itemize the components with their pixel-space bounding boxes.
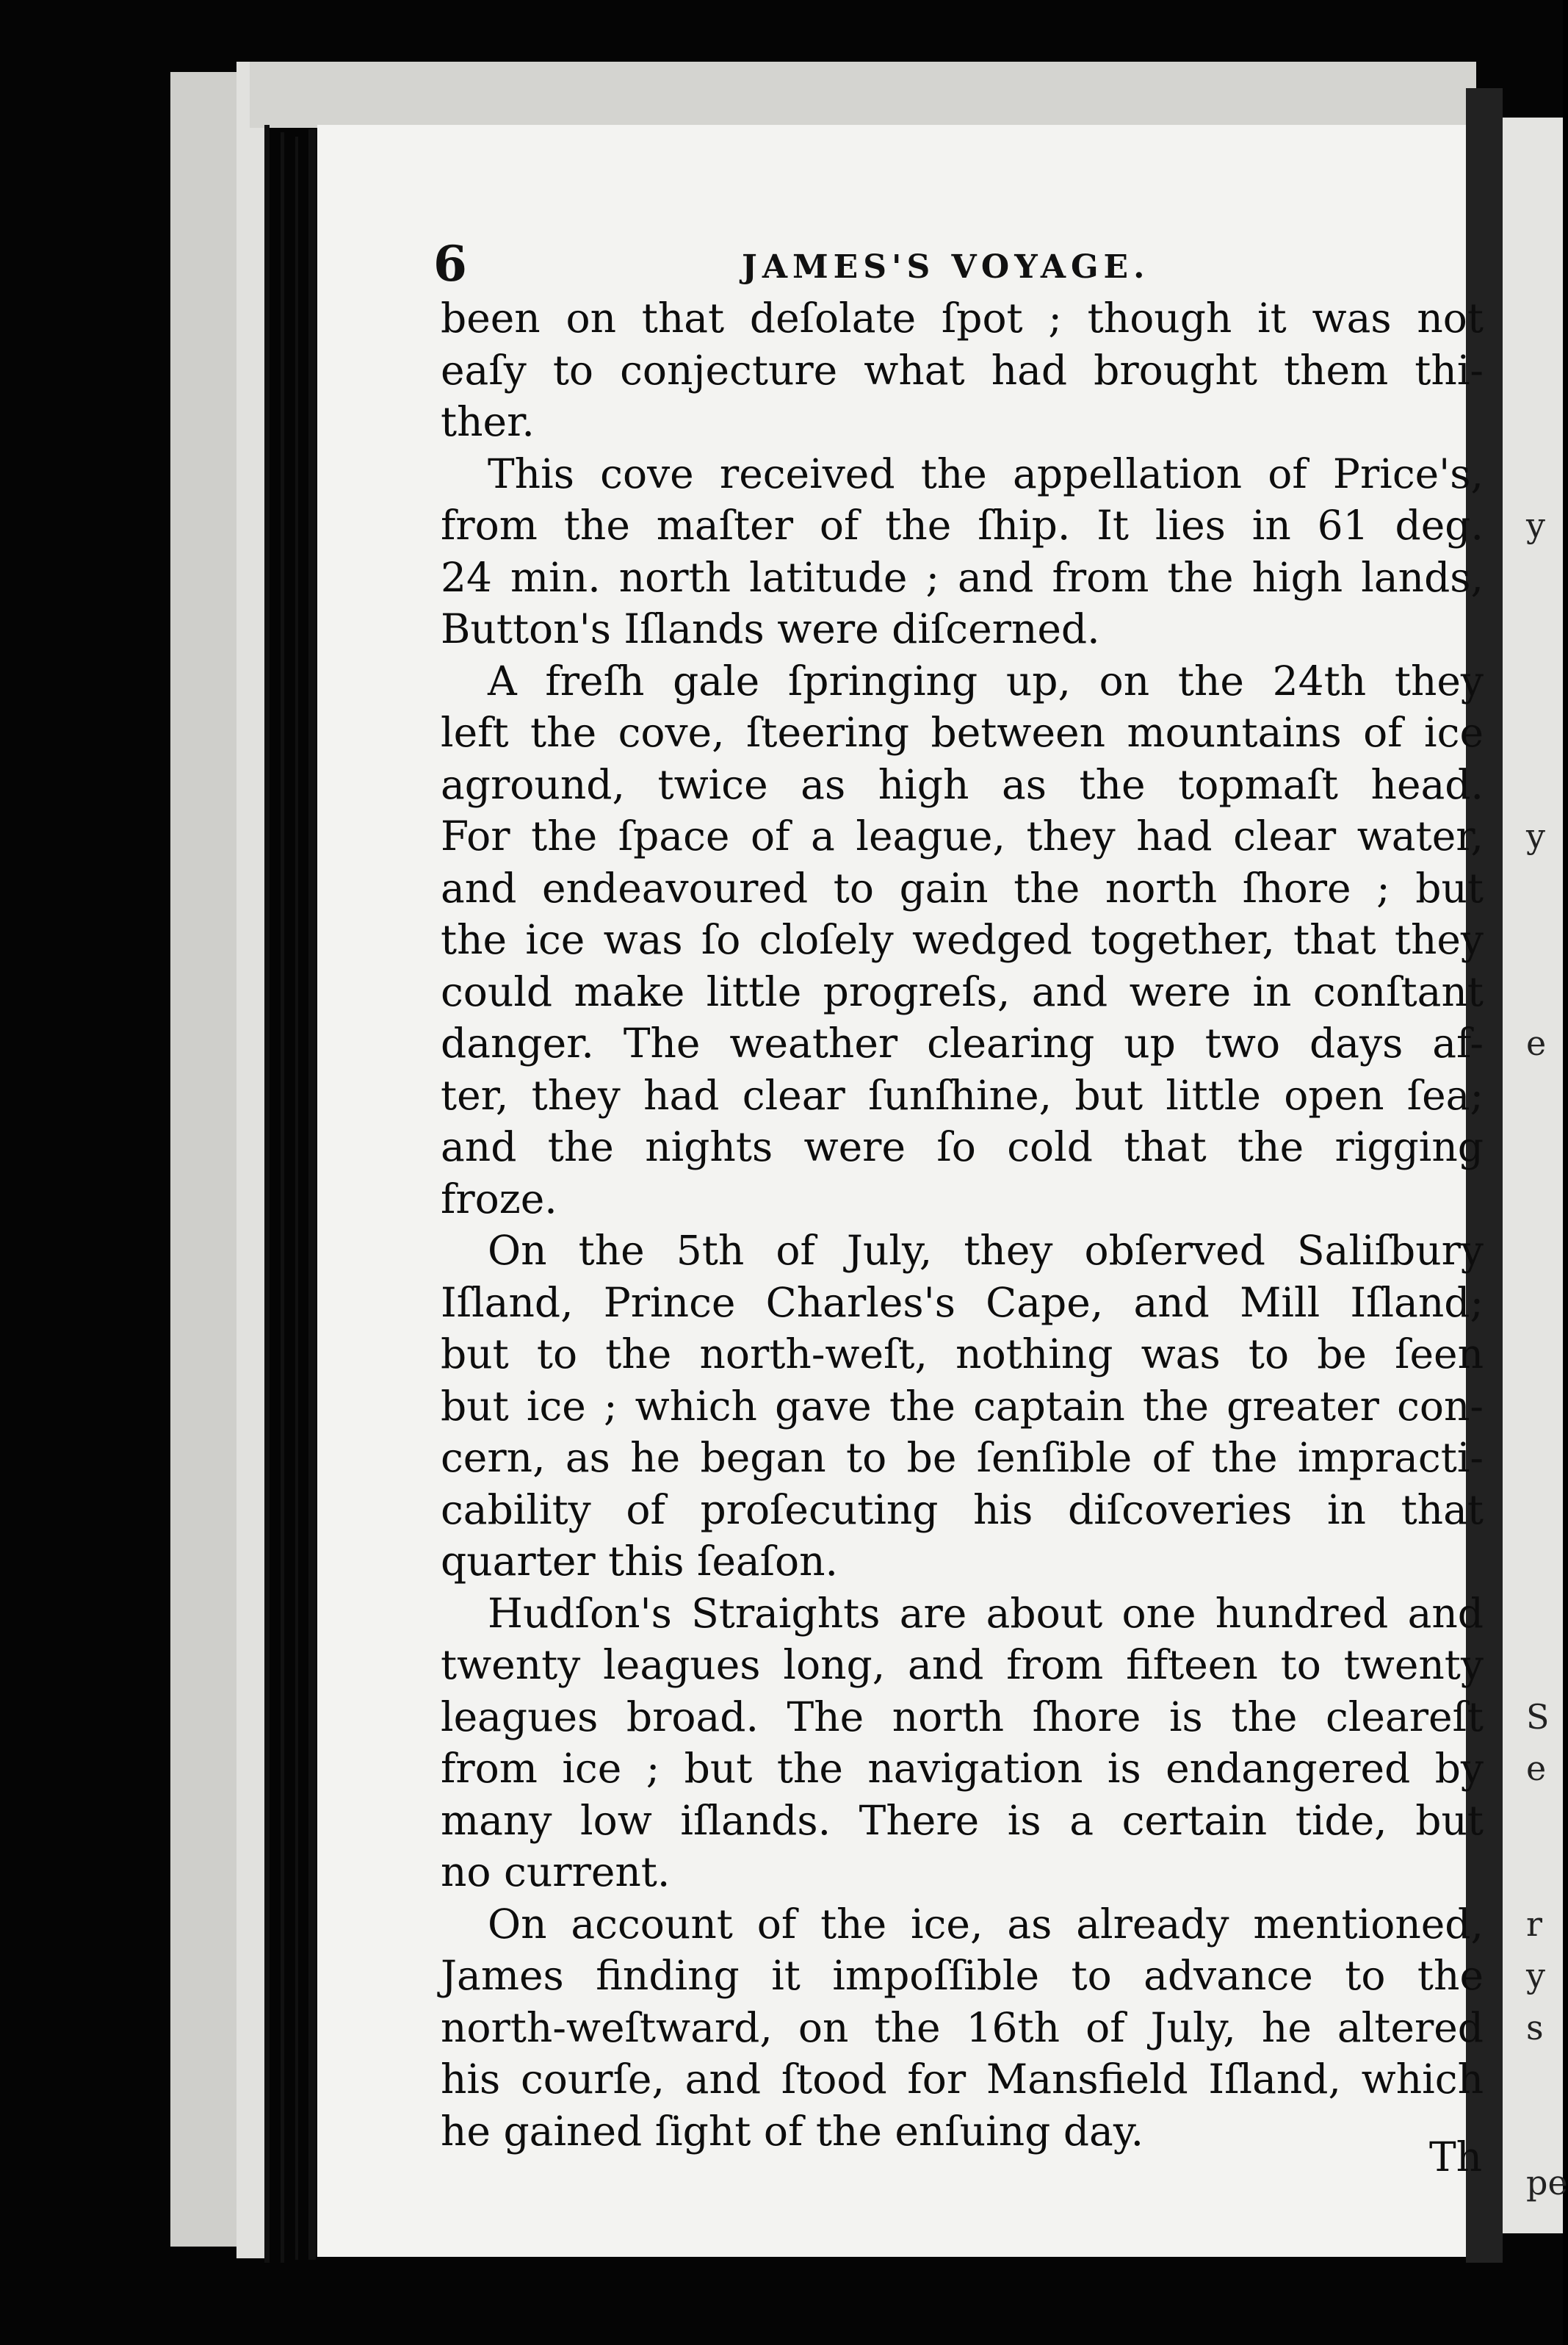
text-line: A freſh gale ſpringing up, on the 24th they [488,657,1484,705]
page-header [433,235,1476,301]
text-line: twenty leagues long, and from fifteen to twenty [441,1641,1484,1688]
facing-page-fragment [1526,759,1563,811]
text-line: from ice ; but the navigation is endangered by [441,1745,1484,1792]
text-line: 24 min. north latitude ; and from the high lands, [441,553,1484,601]
text-line: danger. The weather clearing up two days af- [441,1020,1484,1067]
facing-page-fragment [1526,2106,1563,2158]
text-line: ther. [441,398,535,445]
text-line: his courſe, and ſtood for Mansfield Iſland, which [441,2056,1484,2103]
text-line: cern, as he began to be ſenſible of the impracti- [441,1434,1484,1481]
facing-page-fragment [1526,1846,1563,1898]
facing-page-fragment: y [1526,816,1545,856]
top-page-margin [250,62,1476,128]
binding-line [264,125,270,2263]
facing-page-fragment [1526,966,1563,1018]
text-line: For the ſpace of a league, they had clear water, [441,813,1484,860]
text-line: he gained ſight of the enſuing day. [441,2107,1144,2155]
facing-page-fragment [1526,552,1563,604]
facing-page-fragment [1526,862,1563,915]
catchword: Th [1429,2133,1483,2180]
facing-page-fragment [1526,1121,1563,1173]
text-line: been on that deſolate ſpot ; though it was not [441,295,1484,342]
facing-page-fragment [1526,914,1563,966]
facing-page-fragment [1526,1535,1563,1588]
facing-page-fragment: pe [1526,2163,1568,2202]
text-line: Hudſon's Straights are about one hundred and [488,1589,1484,1637]
facing-page-fragment: r [1526,1903,1542,1944]
text-line: could make little progreſs, and were in conſtant [441,968,1484,1015]
text-line: north-weſtward, on the 16th of July, he altered [441,2003,1484,2051]
facing-page-fragment [1526,1173,1563,1225]
facing-page-fragment: y [1526,505,1545,545]
facing-page-fragment [1526,707,1563,759]
text-line: James finding it impoſſible to advance to the [441,1952,1484,1999]
text-line: the ice was ſo cloſely wedged together, that they [441,916,1484,963]
facing-page-fragment [1526,1588,1563,1640]
text-line: This cove received the appellation of Price's, [488,450,1484,497]
previous-leaf-edge [170,72,236,2247]
facing-page-fragment [1526,1277,1563,1329]
text-line: many low iſlands. There is a certain tide, but [441,1796,1484,1844]
facing-page-fragment [1526,1484,1563,1536]
facing-page-fragment [1526,2053,1563,2106]
facing-page-text-fragments [1526,292,1568,2209]
text-line: cability of proſecuting his diſcoveries in that [441,1485,1484,1533]
facing-page-fragment [1526,1328,1563,1380]
page-number: 6 [433,235,467,292]
text-line: no current. [441,1848,671,1895]
text-line: Button's Iſlands were diſcerned. [441,605,1100,652]
text-line: aground, twice as high as the topmaſt head. [441,760,1484,808]
facing-page-fragment: y [1526,1956,1545,1995]
text-line: but ice ; which gave the captain the greater con- [441,1382,1484,1430]
binding-line [281,132,284,2263]
text-line: quarter this ſeaſon. [441,1538,839,1585]
text-line: eaſy to conjecture what had brought them thi- [441,346,1484,394]
text-line: from the maſter of the ſhip. It lies in 61 deg. [441,502,1484,549]
text-line: Iſland, Prince Charles's Cape, and Mill Iſland; [441,1278,1484,1326]
facing-page-fragment [1526,448,1563,500]
text-line: On the 5th of July, they obſerved Saliſbury [488,1227,1484,1274]
facing-page-fragment [1526,1795,1563,1847]
facing-page-fragment: S [1526,1696,1550,1737]
running-title: JAMES'S VOYAGE. [742,248,1150,286]
facing-page-fragment: s [1526,2007,1544,2047]
previous-leaf-edge-inner [236,62,264,2258]
binding-line [295,137,298,2260]
facing-page-fragment [1526,396,1563,448]
facing-page-fragment [1526,292,1563,345]
text-line: On account of the ice, as already mentioned, [488,1900,1484,1948]
facing-page-fragment [1526,345,1563,397]
text-line: ter, they had clear ſunſhine, but little open ſea; [441,1071,1484,1119]
facing-page-fragment: e [1526,1023,1547,1063]
body-text [441,292,1484,2157]
text-line: left the cove, ſteering between mountains of ice [441,709,1484,756]
facing-page-fragment: e [1526,1748,1547,1788]
facing-page-fragment [1526,1380,1563,1433]
text-line: leagues broad. The north ſhore is the cleareſt [441,1693,1484,1740]
text-line: and endeavoured to gain the north ſhore ; but [441,864,1484,912]
facing-page-fragment [1526,1432,1563,1484]
text-line: but to the north-weſt, nothing was to be ſeen [441,1330,1484,1377]
facing-page-fragment [1526,1639,1563,1691]
facing-page-fragment [1526,603,1563,655]
facing-page-fragment [1526,655,1563,707]
facing-page-fragment [1526,1070,1563,1122]
facing-page-fragment [1526,1225,1563,1277]
text-line: and the nights were ſo cold that the rigging [441,1123,1484,1170]
binding-line [308,129,316,2260]
text-line: froze. [441,1175,557,1222]
